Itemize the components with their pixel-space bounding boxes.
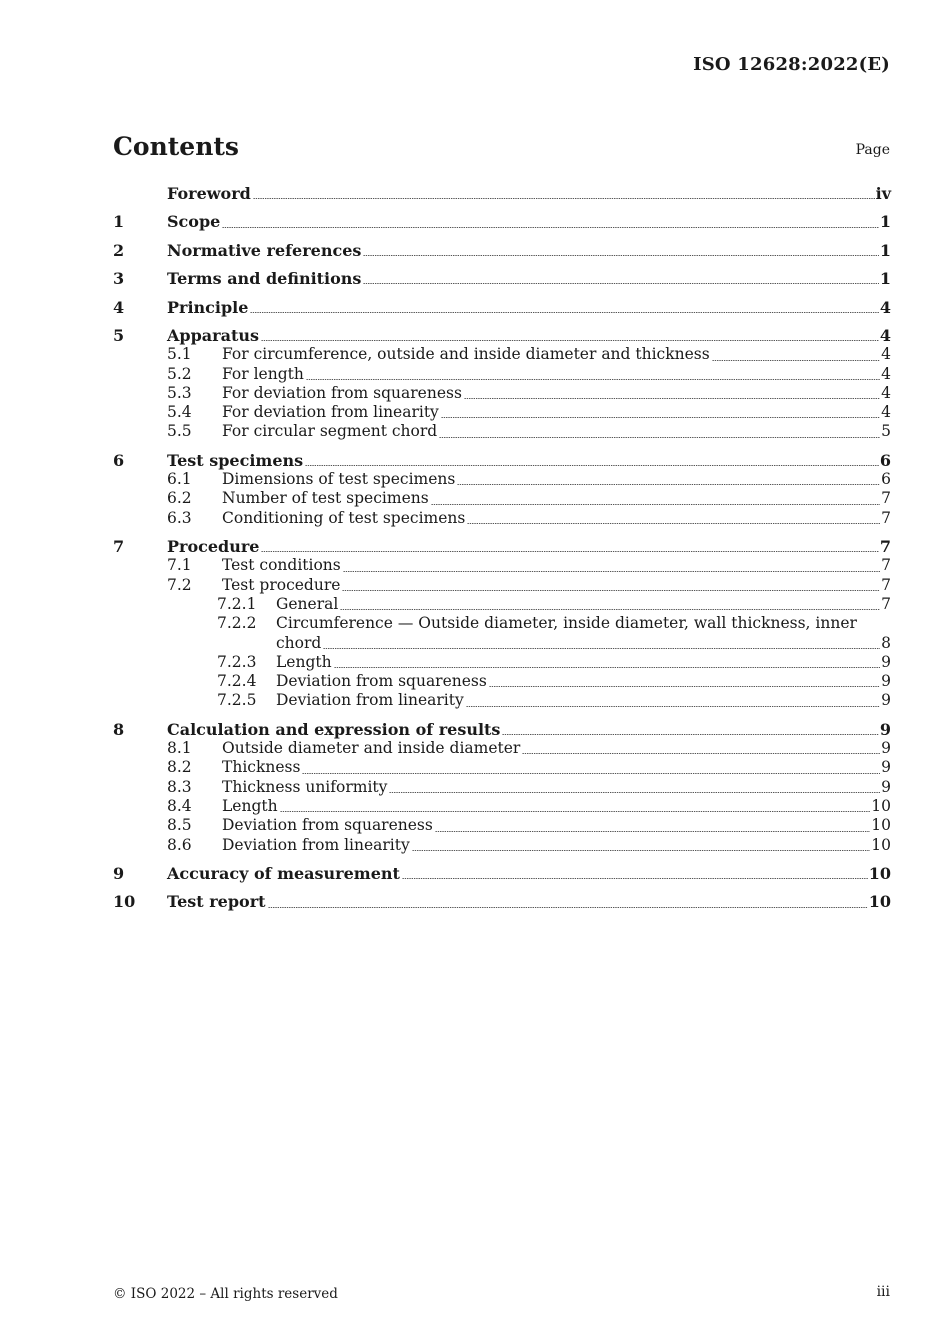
toc-entry[interactable]	[113, 739, 891, 758]
toc-entry[interactable]	[113, 672, 891, 691]
toc-entry-page: 10	[871, 797, 891, 816]
toc-entry[interactable]	[113, 345, 891, 364]
toc-entry-number: 2	[113, 240, 125, 260]
toc-entry-title: Test specimens	[167, 450, 304, 470]
toc-entry-title: Conditioning of test specimens	[222, 508, 466, 527]
toc-entry-title: Procedure	[167, 537, 260, 557]
dot-leader	[250, 312, 878, 313]
toc-entry-title: Foreword	[167, 184, 251, 203]
toc-entry-page: 10	[868, 864, 891, 884]
toc-entry-number: 7.2.2	[217, 614, 257, 633]
toc-entry-page: 7	[881, 575, 891, 594]
dot-leader	[431, 504, 880, 505]
toc-entry[interactable]	[113, 241, 891, 260]
toc-entry-title: Deviation from linearity	[222, 835, 410, 854]
toc-entry-title: Dimensions of test specimens	[222, 470, 456, 489]
dot-leader	[489, 686, 880, 687]
toc-entry-number: 10	[113, 892, 136, 912]
toc-entry-number: 7.2.5	[217, 691, 257, 710]
toc-entry[interactable]	[113, 269, 891, 288]
toc-entry-number: 6	[113, 450, 125, 470]
toc-entry-title: Thickness	[222, 758, 301, 777]
toc-entry-number: 7.2.4	[217, 672, 257, 691]
toc-entry[interactable]	[113, 470, 891, 489]
toc-entry-title: Circumference — Outside diameter, inside diameter, wall thickness, inner	[276, 614, 857, 633]
toc-entry-page: 9	[881, 691, 891, 710]
toc-entry-number: 8.6	[167, 835, 192, 854]
toc-entry-number: 6.2	[167, 489, 192, 508]
toc-entry-title: Terms and definitions	[167, 269, 362, 289]
toc-entry-number: 3	[113, 269, 125, 289]
toc-entry-page: 7	[879, 537, 891, 557]
toc-entry-title: For deviation from squareness	[222, 383, 462, 402]
dot-leader	[363, 255, 878, 256]
toc-entry-title: Accuracy of measurement	[167, 864, 400, 884]
toc-entry-number: 5.3	[167, 383, 192, 402]
toc-entry-page: 7	[881, 556, 891, 575]
toc-entry-title: For deviation from linearity	[222, 403, 439, 422]
toc-entry[interactable]	[113, 892, 891, 911]
toc-entry[interactable]	[113, 797, 891, 816]
toc-entry-page: iv	[875, 184, 891, 203]
dot-leader	[439, 437, 880, 438]
toc-entry-number: 9	[113, 864, 125, 884]
copyright-notice: © ISO 2022 – All rights reserved	[113, 1286, 338, 1302]
dot-leader	[268, 907, 868, 908]
dot-leader	[302, 773, 880, 774]
toc-entry-number: 8	[113, 719, 125, 739]
toc-entry-page: 4	[879, 297, 891, 317]
dot-leader	[323, 648, 880, 649]
toc-entry-number: 8.1	[167, 739, 192, 758]
toc-entry[interactable]	[113, 816, 891, 835]
dot-leader	[261, 551, 878, 552]
page-column-label: Page	[855, 142, 890, 158]
toc-entry[interactable]	[113, 758, 891, 777]
toc-entry[interactable]	[113, 212, 891, 231]
toc-entry-title: Thickness uniformity	[222, 777, 388, 796]
toc-entry-page: 9	[881, 652, 891, 671]
toc-entry-title: Test procedure	[222, 575, 341, 594]
toc-entry-number: 5.5	[167, 422, 192, 441]
toc-entry-number: 5.2	[167, 364, 192, 383]
toc-entry-title: Calculation and expression of results	[167, 719, 501, 739]
toc-entry[interactable]	[113, 365, 891, 384]
dot-leader	[253, 198, 875, 199]
toc-entry-title: For circumference, outside and inside diameter and thickness	[222, 345, 710, 364]
toc-entry-page: 9	[881, 672, 891, 691]
toc-entry-page: 1	[879, 240, 891, 260]
dot-leader	[261, 340, 879, 341]
toc-entry-page: 1	[879, 269, 891, 289]
toc-entry-number: 7.2.1	[217, 595, 257, 613]
toc-entry-title: Scope	[167, 212, 221, 232]
toc-entry-title: For circular segment chord	[222, 422, 438, 441]
toc-entry-title: Test report	[167, 892, 266, 912]
toc-entry[interactable]	[113, 595, 891, 614]
toc-entry[interactable]	[113, 634, 891, 653]
toc-entry-title: General	[276, 595, 339, 613]
toc-entry-page: 4	[879, 325, 891, 345]
dot-leader	[441, 417, 880, 418]
toc-entry-number: 8.5	[167, 816, 192, 835]
toc-entry[interactable]	[113, 298, 891, 317]
toc-entry-page: 4	[881, 345, 891, 364]
toc-entry-page: 1	[879, 212, 891, 232]
dot-leader	[435, 831, 870, 832]
toc-entry-title: Number of test specimens	[222, 489, 429, 508]
toc-entry-title: chord	[276, 633, 322, 652]
toc-entry[interactable]	[113, 691, 891, 710]
table-of-contents	[113, 184, 891, 912]
toc-entry-title: Apparatus	[167, 325, 259, 345]
toc-entry-page: 4	[881, 383, 891, 402]
toc-entry[interactable]	[113, 384, 891, 403]
toc-entry-number: 1	[113, 212, 125, 232]
toc-entry-title: Outside diameter and inside diameter	[222, 739, 521, 758]
toc-entry-title: Deviation from linearity	[276, 691, 464, 710]
toc-entry-page: 9	[881, 739, 891, 758]
dot-leader	[222, 227, 879, 228]
toc-entry[interactable]	[113, 556, 891, 575]
toc-entry-title: Normative references	[167, 240, 362, 260]
toc-entry[interactable]	[113, 864, 891, 883]
toc-entry-number: 7	[113, 537, 125, 557]
dot-leader	[466, 706, 880, 707]
dot-leader	[306, 379, 880, 380]
toc-entry[interactable]	[113, 451, 891, 470]
toc-entry-page: 8	[881, 633, 891, 652]
toc-entry-number: 7.1	[167, 556, 192, 575]
dot-leader	[712, 360, 880, 361]
toc-entry-number: 8.3	[167, 777, 192, 796]
page-number: iii	[876, 1284, 890, 1300]
dot-leader	[342, 590, 880, 591]
toc-entry-page: 10	[868, 892, 891, 912]
toc-entry-number: 4	[113, 297, 125, 317]
dot-leader	[402, 878, 868, 879]
toc-entry-page: 6	[881, 470, 891, 489]
toc-entry-number: 5.1	[167, 345, 192, 364]
toc-entry-number: 5	[113, 325, 125, 345]
contents-title: Contents	[113, 132, 240, 161]
toc-entry-title: Principle	[167, 297, 249, 317]
toc-entry-title: For length	[222, 364, 304, 383]
toc-entry[interactable]	[113, 489, 891, 508]
toc-entry-page: 9	[881, 758, 891, 777]
dot-leader	[502, 734, 878, 735]
toc-entry-number: 5.4	[167, 403, 192, 422]
toc-entry-number: 7.2	[167, 575, 192, 594]
dot-leader	[340, 609, 880, 610]
toc-entry-page: 5	[881, 422, 891, 441]
toc-entry[interactable]	[113, 836, 891, 855]
toc-entry[interactable]	[113, 509, 891, 528]
toc-entry-page: 9	[881, 777, 891, 796]
toc-entry-title: Deviation from squareness	[222, 816, 433, 835]
dot-leader	[343, 571, 880, 572]
toc-entry-page: 7	[881, 595, 891, 613]
toc-entry-page: 7	[881, 508, 891, 527]
toc-entry-number: 7.2.3	[217, 652, 257, 671]
toc-entry[interactable]	[113, 537, 891, 556]
toc-entry[interactable]	[113, 576, 891, 595]
toc-entry-page: 4	[881, 403, 891, 422]
toc-entry[interactable]	[113, 614, 891, 633]
dot-leader	[457, 484, 880, 485]
toc-entry-page: 4	[881, 364, 891, 383]
toc-entry-title: Deviation from squareness	[276, 672, 487, 691]
toc-entry-number: 8.4	[167, 797, 192, 816]
toc-entry[interactable]	[113, 422, 891, 441]
toc-entry-title: Length	[276, 652, 332, 671]
toc-entry-title: Test conditions	[222, 556, 341, 575]
toc-entry[interactable]	[113, 326, 891, 345]
dot-leader	[305, 465, 879, 466]
toc-entry-page: 10	[871, 816, 891, 835]
toc-entry-page: 6	[879, 450, 891, 470]
toc-entry-page: 7	[881, 489, 891, 508]
toc-entry[interactable]	[113, 184, 891, 203]
dot-leader	[280, 811, 871, 812]
dot-leader	[522, 753, 880, 754]
toc-entry-page: 9	[879, 719, 891, 739]
dot-leader	[363, 283, 878, 284]
toc-entry-number: 8.2	[167, 758, 192, 777]
dot-leader	[389, 792, 880, 793]
toc-entry-page: 10	[871, 835, 891, 854]
toc-entry-number: 6.3	[167, 508, 192, 527]
dot-leader	[464, 398, 880, 399]
toc-entry-number: 6.1	[167, 470, 192, 489]
toc-entry[interactable]	[113, 403, 891, 422]
dot-leader	[467, 523, 880, 524]
toc-entry[interactable]	[113, 778, 891, 797]
toc-entry[interactable]	[113, 720, 891, 739]
document-id: ISO 12628:2022(E)	[693, 54, 890, 75]
dot-leader	[334, 667, 881, 668]
toc-entry[interactable]	[113, 653, 891, 672]
toc-entry-title: Length	[222, 797, 278, 816]
dot-leader	[412, 850, 871, 851]
